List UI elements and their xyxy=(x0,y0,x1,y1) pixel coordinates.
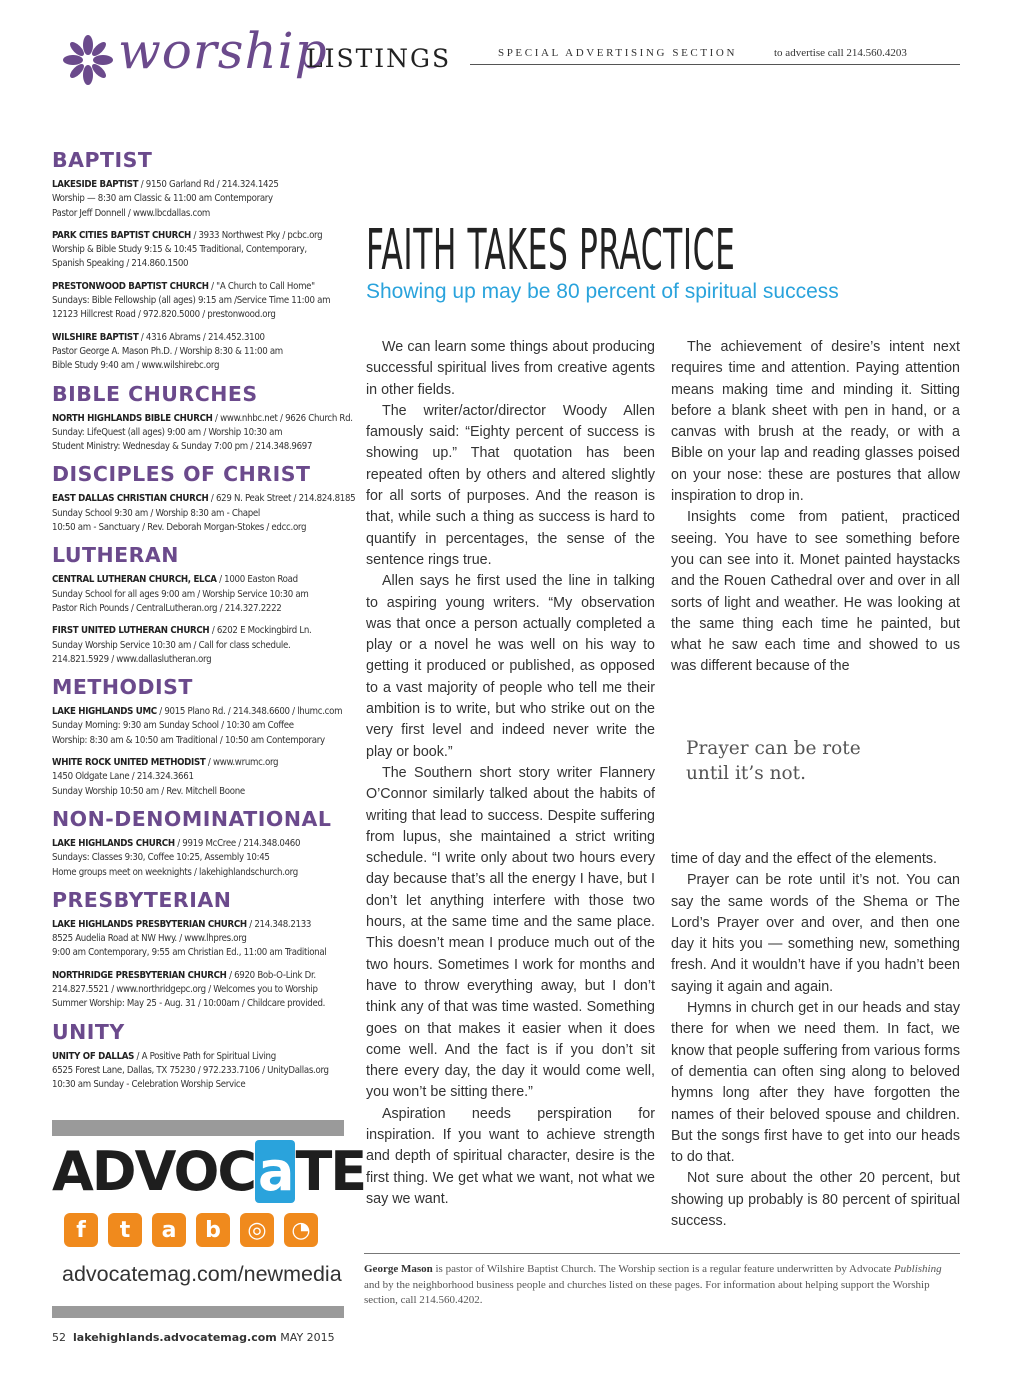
paragraph: Hymns in church get in our heads and stay there for when we need them. In fact, we know that people suffering from various forms of dementia can often sing along to beloved hymns long after they have forgotten the names of their beloved spouse and children. But the songs first have to get into our heads to do that. xyxy=(671,1000,960,1166)
facebook-icon[interactable]: f xyxy=(64,1213,98,1247)
paragraph: We can learn some things about producing successful spiritual lives from creative agents in other fields. xyxy=(366,339,655,398)
header-rule xyxy=(470,64,960,65)
paragraph: The achievement of desire’s intent next requires time and attention. Paying attention means making time and minding it. Sitting before a blank sheet with pen in hand, or a canvas with brush at the ready, or with a Bible on your lap and reading glasses poised on your nose: these are postures that allow inspiration to drop in. xyxy=(671,339,960,505)
social-icons xyxy=(64,1213,318,1247)
church-name: CENTRAL LUTHERAN CHURCH, ELCA xyxy=(52,574,217,586)
listing-entry: PARK CITIES BAPTIST CHURCH / 3933 Northwest Pky / pcbc.org Worship & Bible Study 9:15 & 10:45 Traditional, Contemporary, Spanish Speaking / 214.860.1500 xyxy=(52,229,323,270)
special-advertising-label: SPECIAL ADVERTISING SECTION xyxy=(498,47,738,59)
pull-quote: Prayer can be rote until it’s not. xyxy=(686,738,861,784)
article-column-1 xyxy=(366,337,655,1210)
advocate-logo: ADVOCaTE xyxy=(52,1140,366,1203)
church-name: LAKESIDE BAPTIST xyxy=(52,179,139,190)
article-title: FAITH TAKES PRACTICE xyxy=(366,218,736,283)
category-heading: METHODIST xyxy=(52,675,193,700)
paragraph: The writer/actor/director Woody Allen famously said: “Eighty percent of success is showing up.” That quotation has been repeated often by others and altered slightly for all sorts of purposes. And the reason is that, while such a thing as success is hard to quantify in percentages, the sense of the sentence rings true. xyxy=(366,402,655,568)
church-name: EAST DALLAS CHRISTIAN CHURCH xyxy=(52,493,209,505)
listing-category xyxy=(52,382,352,455)
paragraph: The Southern short story writer Flannery O’Connor similarly talked about the habits of writing that lead to success. Despite suffering from lupus, she maintained a strict writing schedule. “I write only about two hours every day because that’s all the energy I have, but I don’t let anything interfere with those two hours, at the same time and the same place. This doesn’t mean I produce much out of the two hours. Sometimes I work for months and have to throw everything away, but I don’t think any of that was time wasted. Something goes on that makes it easier when it does come well. And the fact is if you don’t sit there every day, the day it would come well, you won’t be sitting there.” xyxy=(366,764,655,1101)
church-name: LAKE HIGHLANDS UMC xyxy=(52,706,157,718)
listing-entry: NORTHRIDGE PRESBYTERIAN CHURCH / 6920 Bob-O-Link Dr. 214.827.5521 / www.northridgepc.org / Welcomes you to Worship Summer Worship: May 25 - Aug. 31 / 10:00am / Childcare provided. xyxy=(52,969,326,1010)
paragraph: Aspiration needs perspiration for inspiration. If you want to achieve strength and depth of spiritual character, desire is the first thing. We get what we want, not what we say we want. xyxy=(366,1105,655,1207)
blog-icon[interactable]: b xyxy=(196,1213,230,1247)
church-name: FIRST UNITED LUTHERAN CHURCH xyxy=(52,625,210,637)
worship-listings xyxy=(52,148,356,1100)
paragraph: Allen says he first used the line in talking to aspiring young writers. “My observation was that once a person actually completed a play or a novel he was well on his way to getting it produced or published, as opposed to a vast majority of people who tell me their ambition is to write, but who strike out on the very first level and indeed never write the play or book.” xyxy=(366,573,655,760)
church-name: PARK CITIES BAPTIST CHURCH xyxy=(52,229,191,241)
category-heading: BIBLE CHURCHES xyxy=(52,381,258,406)
listing-entry: WHITE ROCK UNITED METHODIST / www.wrumc.org 1450 Oldgate Lane / 214.324.3661 Sunday Worship 10:50 am / Rev. Mitchell Boone xyxy=(52,757,279,797)
author-name: George Mason xyxy=(364,1263,433,1275)
rss-icon[interactable]: ◔ xyxy=(284,1213,318,1247)
article-column-2-bottom xyxy=(671,849,960,1232)
listing-category xyxy=(52,888,352,1012)
listing-entry: UNITY OF DALLAS / A Positive Path for Spiritual Living 6525 Forest Lane, Dallas, TX 75230 / 972.233.7106 / UnityDallas.org 10:30 am Sunday - Celebration Worship Service xyxy=(52,1050,329,1091)
listing-category xyxy=(52,543,352,667)
church-name: PRESTONWOOD BAPTIST CHURCH xyxy=(52,280,209,292)
church-name: NORTHRIDGE PRESBYTERIAN CHURCH xyxy=(52,969,227,981)
podcast-icon[interactable]: ◎ xyxy=(240,1213,274,1247)
listing-category xyxy=(52,807,352,880)
church-name: LAKE HIGHLANDS CHURCH xyxy=(52,837,175,849)
article-subtitle: Showing up may be 80 percent of spiritual success xyxy=(366,280,839,303)
listing-entry: CENTRAL LUTHERAN CHURCH, ELCA / 1000 Easton Road Sunday School for all ages 9:00 am / Worship Service 10:30 am Pastor Rich Pounds / CentralLutheran.org / 214.327.2222 xyxy=(52,574,309,614)
category-heading: LUTHERAN xyxy=(52,543,179,568)
category-heading: DISCIPLES OF CHRIST xyxy=(52,462,311,487)
category-heading: NON-DENOMINATIONAL xyxy=(52,806,332,831)
category-heading: UNITY xyxy=(52,1019,125,1044)
page-number: 52 xyxy=(52,1331,66,1344)
listing-category xyxy=(52,462,356,535)
church-name: WHITE ROCK UNITED METHODIST xyxy=(52,757,206,769)
flower-icon xyxy=(62,34,114,86)
church-name: WILSHIRE BAPTIST xyxy=(52,331,139,343)
paragraph: Prayer can be rote until it’s not. You can say the same words of the Shema or The Lord’s Prayer over and over, and then one day it hits you — something new, something fresh. And it wouldn’t have if you hadn’t been saying it again and again. xyxy=(671,872,960,995)
listing-entry: PRESTONWOOD BAPTIST CHURCH / "A Church to Call Home" Sundays: Bible Fellowship (all ages) 9:15 am /Service Time 11:00 am 12123 Hillcrest Road / 972.820.5000 / prestonwood.org xyxy=(52,280,331,321)
church-name: UNITY OF DALLAS xyxy=(52,1050,135,1062)
advocate-url[interactable]: advocatemag.com/newmedia xyxy=(62,1262,342,1286)
advocate-bottom-bar xyxy=(52,1306,344,1318)
listing-entry: LAKE HIGHLANDS CHURCH / 9919 McCree / 214.348.0460 Sundays: Classes 9:30, Coffee 10:25, Assembly 10:45 Home groups meet on weeknights / lakehighlandschurch.org xyxy=(52,837,301,878)
listing-entry: WILSHIRE BAPTIST / 4316 Abrams / 214.452.3100 Pastor George A. Mason Ph.D. / Worship 8:30 & 11:00 am Bible Study 9:40 am / www.wilshirebc.org xyxy=(52,331,283,372)
author-bio: George Mason is pastor of Wilshire Baptist Church. The Worship section is a regular feature underwritten by Advocate Publishing and by the neighborhood business people and churches listed on these pages. For information about helping support the Worship section, call 214.560.4202. xyxy=(364,1263,942,1306)
listing-category xyxy=(52,675,352,799)
listing-entry: LAKE HIGHLANDS UMC / 9015 Plano Rd. / 214.348.6600 / lhumc.com Sunday Morning: 9:30 am Sunday School / 10:30 am Coffee Worship: 8:30 am & 10:50 am Traditional / 10:50 am Contemporary xyxy=(52,706,343,746)
listing-category xyxy=(52,1020,352,1093)
church-name: NORTH HIGHLANDS BIBLE CHURCH xyxy=(52,412,213,424)
listing-entry: LAKE HIGHLANDS PRESBYTERIAN CHURCH / 214.348.2133 8525 Audelia Road at NW Hwy. / www.lhpres.org 9:00 am Contemporary, 9:55 am Christian Ed., 11:00 am Traditional xyxy=(52,918,327,959)
paragraph: time of day and the effect of the elements. xyxy=(671,851,937,867)
advocate-icon[interactable]: a xyxy=(152,1213,186,1247)
footer-issue: MAY 2015 xyxy=(280,1331,335,1344)
listing-category xyxy=(52,148,352,374)
advocate-top-bar xyxy=(52,1120,344,1136)
category-heading: PRESBYTERIAN xyxy=(52,887,232,912)
section-title-listings: LISTINGS xyxy=(306,44,452,73)
page-footer xyxy=(52,1331,335,1344)
footer-site: lakehighlands.advocatemag.com xyxy=(73,1331,277,1344)
church-name: LAKE HIGHLANDS PRESBYTERIAN CHURCH xyxy=(52,918,247,930)
twitter-icon[interactable]: t xyxy=(108,1213,142,1247)
section-title-worship: worship xyxy=(118,22,328,80)
listing-entry: FIRST UNITED LUTHERAN CHURCH / 6202 E Mockingbird Ln. Sunday Worship Service 10:30 am / Call for class schedule. 214.821.5929 / www.dallaslutheran.org xyxy=(52,625,312,665)
paragraph: Insights come from patient, practiced seeing. You have to see something before you can see into it. Monet painted haystacks and the Rouen Cathedral over and over in all sorts of light and weather. He was looking at the same thing each time he painted, but what he saw each time and showed to us was different because of the xyxy=(671,509,960,675)
category-heading: BAPTIST xyxy=(52,148,153,172)
article-column-2-top xyxy=(671,337,960,678)
bio-rule xyxy=(364,1253,960,1254)
advertise-contact: to advertise call 214.560.4203 xyxy=(774,47,907,59)
paragraph: Not sure about the other 20 percent, but showing up probably is 80 percent of spiritual success. xyxy=(671,1170,960,1230)
listing-entry: NORTH HIGHLANDS BIBLE CHURCH / www.nhbc.net / 9626 Church Rd. Sunday: LifeQuest (all ages) 9:00 am / Worship 10:30 am Student Ministry: Wednesday & Sunday 7:00 pm / 214.348.9697 xyxy=(52,412,353,453)
listing-entry: LAKESIDE BAPTIST / 9150 Garland Rd / 214.324.1425 Worship — 8:30 am Classic & 11:00 am Contemporary Pastor Jeff Donnell / www.lbcdallas.com xyxy=(52,179,279,219)
listing-entry: EAST DALLAS CHRISTIAN CHURCH / 629 N. Peak Street / 214.824.8185 Sunday School 9:30 am / Worship 8:30 am - Chapel 10:50 am - Sanctuary / Rev. Deborah Morgan-Stokes / edcc.org xyxy=(52,493,356,534)
